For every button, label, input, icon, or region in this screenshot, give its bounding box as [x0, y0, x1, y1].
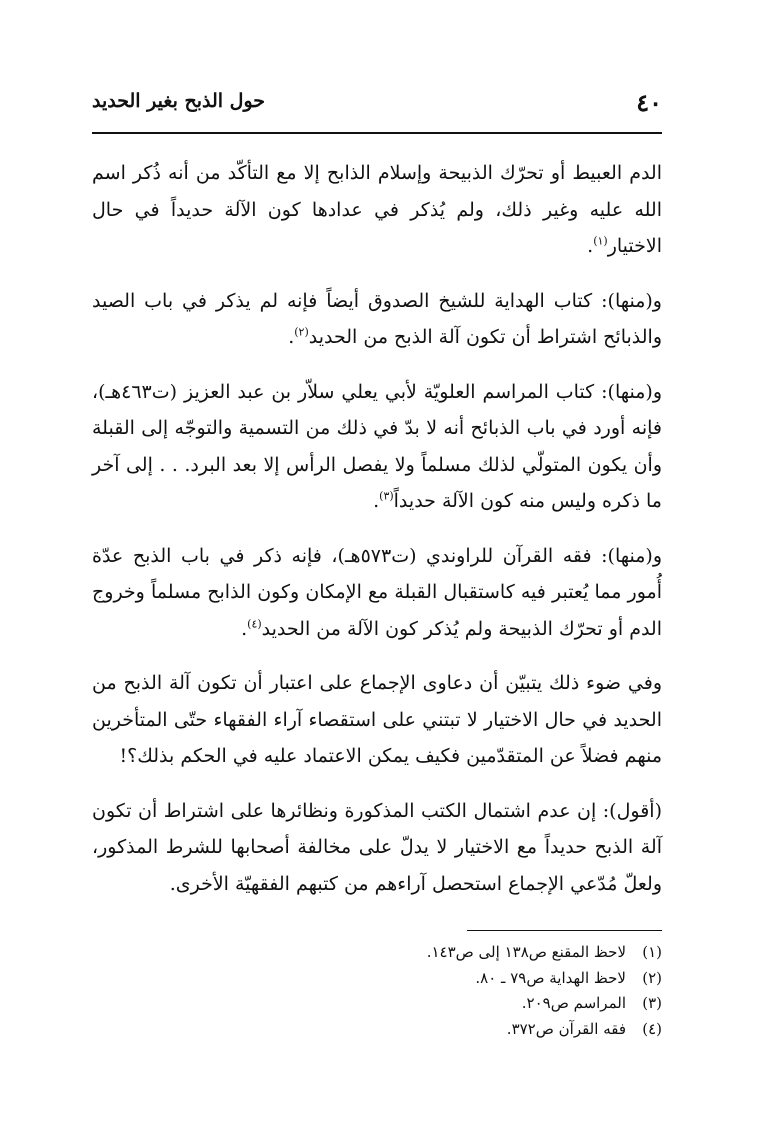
paragraph: [92, 155, 662, 265]
running-title: حول الذبح بغير الحديد: [92, 90, 266, 112]
paragraph-tail: .: [587, 235, 594, 257]
paragraph-text: (أقول): إن عدم اشتمال الكتب المذكورة ونظائرها على اشتراط أن تكون آلة الذبح حديداً مع الاختيار لا يدلّ على مخالفة أصحابها للشرط المذكور، ولعلّ مُدّعي الإجماع استحصل آراءهم من كتبهم الفقهيّة الأخرى.: [92, 799, 662, 895]
footnote-ref: (٢): [294, 325, 309, 339]
paragraph-text: وفي ضوء ذلك يتبيّن أن دعاوى الإجماع على اعتبار أن تكون آلة الذبح من الحديد في حال الاختيار لا تبتني على استقصاء آراء الفقهاء حتّى المتأخرين منهم فضلاً عن المتقدّمين فكيف يمكن الاعتماد عليه في الحكم بذلك؟!: [92, 672, 662, 767]
footnote-ref: (٣): [379, 489, 394, 503]
footnote-number: (١): [642, 943, 662, 961]
paragraph-tail: .: [373, 490, 380, 512]
footnote: [92, 966, 662, 992]
footnote-number: (٢): [642, 968, 662, 987]
paragraph: [92, 793, 662, 903]
footnote-text: المراسم ص٢٠٩.: [521, 994, 626, 1012]
page-number: ٤٠: [636, 88, 662, 117]
paragraph-tail: .: [288, 326, 295, 348]
footnote-ref: (٤): [247, 617, 262, 631]
body-text: [92, 155, 662, 920]
header-rule: [92, 132, 662, 134]
paragraph-text: و(منها): فقه القرآن للراوندي (ت٥٧٣هـ)، فإنه ذكر في باب الذبح عدّة أُمور مما يُعتبر فيه كاستقبال القبلة مع الإمكان وكون الذابح مسلماً وخروج الدم أو تحرّك الذبيحة ولم يُذكر كون الآلة من الحديد: [92, 544, 662, 640]
footnote-text: لاحظ الهداية ص٧٩ ـ ٨٠.: [475, 968, 626, 987]
footnote-text: فقه القرآن ص٣٧٢.: [506, 1019, 626, 1038]
page-header: [92, 88, 662, 128]
paragraph: [92, 283, 662, 356]
footnote-ref: (١): [593, 234, 608, 248]
footnote: [92, 940, 662, 966]
footnote: [92, 991, 662, 1017]
footnote: [92, 1017, 662, 1043]
paragraph-text: و(منها): كتاب المراسم العلويّة لأبي يعلي سلاّر بن عبد العزيز (ت٤٦٣هـ)، فإنه أورد في باب الذبائح أنه لا بدّ في ذلك من التسمية والتوجّه إلى القبلة وأن يكون المتولّي لذلك مسلماً ولا يفصل الرأس إلا بعد البرد. . . إلى آخر ما ذكره وليس منه كون الآلة حديداً: [92, 380, 662, 512]
paragraph-tail: .: [241, 617, 248, 640]
paragraph: [92, 538, 662, 648]
paragraph: [92, 374, 662, 520]
footnote-rule: [467, 930, 662, 931]
footnote-number: (٣): [642, 994, 662, 1012]
paragraph: [92, 665, 662, 775]
paragraph-text: و(منها): كتاب الهداية للشيخ الصدوق أيضاً فإنه لم يذكر في باب الصيد والذبائح اشتراط أن تكون آلة الذبح من الحديد: [92, 289, 662, 348]
footnotes: [92, 940, 662, 1042]
paragraph-text: الدم العبيط أو تحرّك الذبيحة وإسلام الذابح إلا مع التأكّد من أنه ذُكر اسم الله عليه وغير ذلك، ولم يُذكر في عدادها كون الآلة حديداً في حال الاختيار: [92, 162, 662, 257]
footnote-number: (٤): [642, 1019, 662, 1038]
footnote-text: لاحظ المقنع ص١٣٨ إلى ص١٤٣.: [426, 943, 626, 961]
